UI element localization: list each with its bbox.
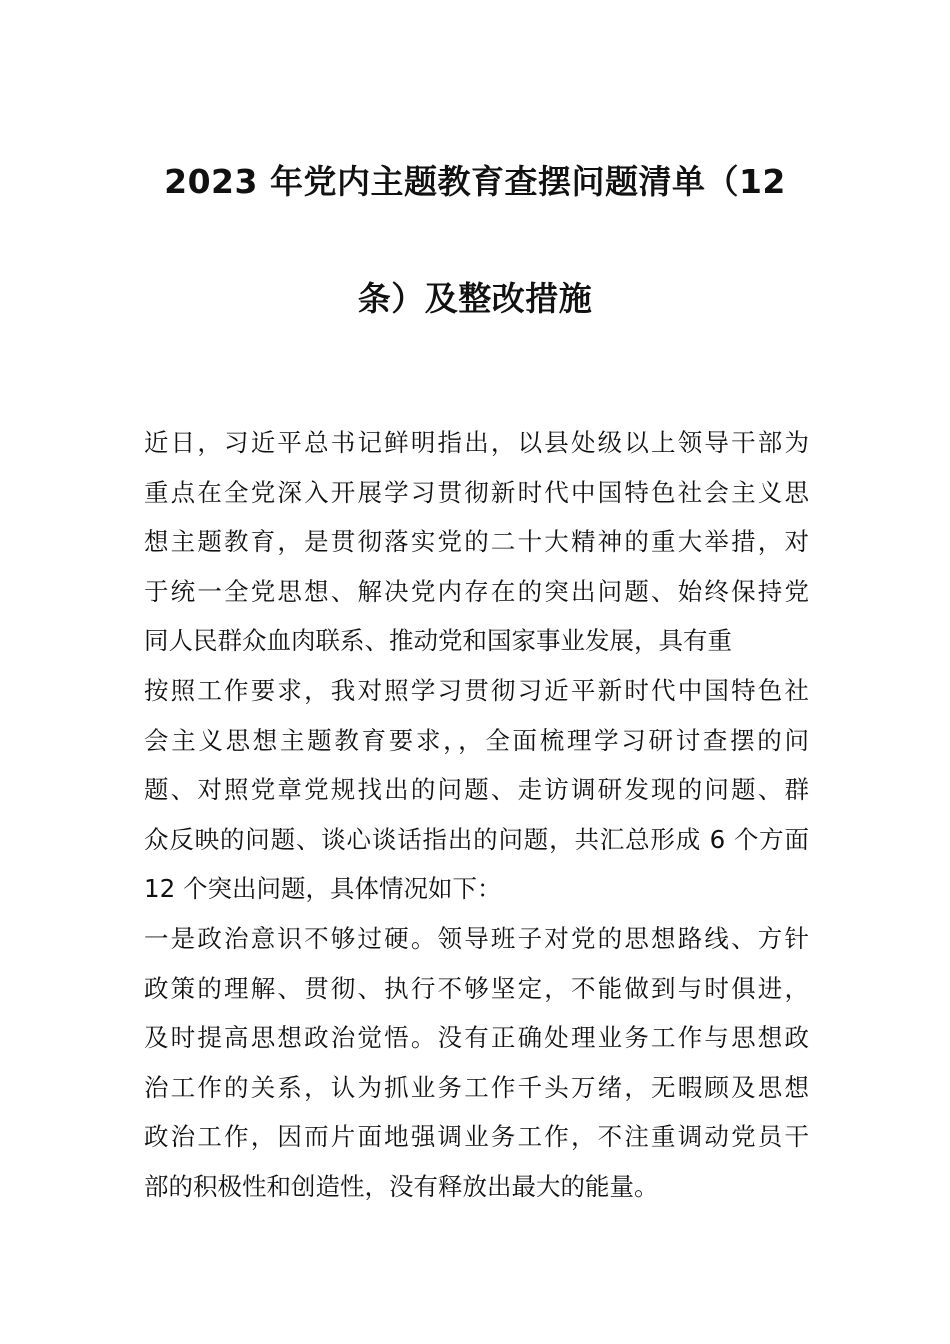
body-line: 政策的理解、贯彻、执行不够坚定，不能做到与时俱进， bbox=[144, 973, 809, 1003]
body-line: 部的积极性和创造性，没有释放出最大的能量。 bbox=[144, 1171, 659, 1201]
body-line: 一是政治意识不够过硬。领导班子对党的思想路线、方针 bbox=[144, 923, 809, 953]
body-line: 近日，习近平总书记鲜明指出，以县处级以上领导干部为 bbox=[144, 428, 809, 457]
body-line: 会主义思想主题教育要求，，全面梳理学习研讨查摆的问 bbox=[144, 725, 809, 755]
body-line: 治工作的关系，认为抓业务工作千头万绪，无暇顾及思想 bbox=[144, 1072, 809, 1102]
document-body bbox=[144, 418, 809, 1212]
body-line: 想主题教育，是贯彻落实党的二十大精神的重大举措，对 bbox=[144, 527, 809, 557]
body-line: 及时提高思想政治觉悟。没有正确处理业务工作与思想政 bbox=[144, 1023, 809, 1053]
body-line: 于统一全党思想、解决党内存在的突出问题、始终保持党 bbox=[144, 576, 809, 606]
body-line: 12 个突出问题，具体情况如下： bbox=[144, 874, 502, 904]
body-line: 政治工作，因而片面地强调业务工作，不注重调动党员干 bbox=[144, 1122, 809, 1152]
body-line: 众反映的问题、谈心谈话指出的问题，共汇总形成 6 个方面 bbox=[144, 824, 809, 854]
body-line: 题、对照党章党规找出的问题、走访调研发现的问题、群 bbox=[144, 775, 809, 805]
body-line: 重点在全党深入开展学习贯彻新时代中国特色社会主义思 bbox=[144, 477, 809, 507]
body-line: 同人民群众血肉联系、推动党和国家事业发展，具有重 bbox=[144, 626, 732, 656]
body-line: 按照工作要求，我对照学习贯彻习近平新时代中国特色社 bbox=[144, 675, 809, 705]
document-title-line-1: 2023 年党内主题教育查摆问题清单（12 bbox=[164, 162, 786, 201]
document-title-line-2: 条）及整改措施 bbox=[357, 279, 593, 318]
